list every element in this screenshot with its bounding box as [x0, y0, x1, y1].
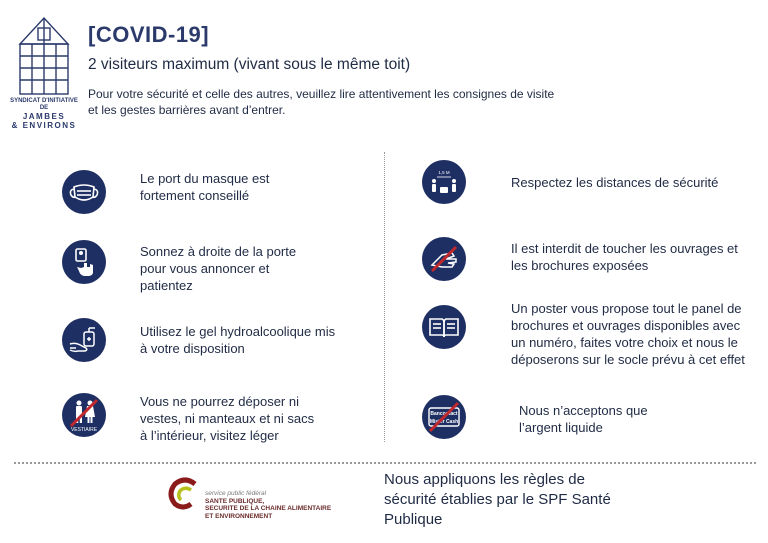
page-title: [COVID-19]: [88, 22, 210, 47]
intro-text: Pour votre sécurité et celle des autres, veuillez lire attentivement les consignes de visite et les gestes barrières avant d’entrer.: [88, 87, 555, 117]
page-subtitle: 2 visiteurs maximum (vivant sous le même toit): [88, 56, 411, 73]
cloakroom-icon-label: VESTIAIRE: [70, 427, 98, 433]
no-cash-card-icon: [422, 395, 466, 439]
rule-poster-text: Un poster vous propose tout le panel de brochures et ouvrages disponibles avec un numéro, faites votre choix et nous le déposerons sur le socle prévu à cet effet: [511, 301, 745, 367]
logo-text: [8, 98, 80, 130]
spf-line-3: SECURITE DE LA CHAINE ALIMENTAIRE: [205, 505, 332, 512]
card-icon-label-1: Bancontact: [430, 411, 458, 417]
spf-line-2: SANTE PUBLIQUE,: [205, 497, 265, 505]
distance-icon-label: 1,5 M: [438, 170, 450, 175]
book-icon: [422, 305, 466, 349]
distance-icon: [422, 160, 466, 204]
logo-line-2: JAMBES: [22, 112, 66, 121]
rule-distance-text: Respectez les distances de sécurité: [511, 175, 719, 190]
doorbell-icon: [62, 240, 106, 284]
rule-no-touch-text: Il est interdit de toucher les ouvrages et les brochures exposées: [511, 241, 738, 273]
footer-text: Nous appliquons les règles de sécurité établies par le SPF Santé Publique: [384, 471, 611, 528]
no-cloakroom-icon: [62, 393, 106, 437]
rule-mask-text: Le port du masque est fortement conseillé: [140, 171, 270, 203]
spf-logo: [165, 474, 205, 514]
spf-swirl-icon: [165, 474, 205, 514]
spf-line-1: service public fédéral: [205, 490, 267, 497]
logo-line-3: & ENVIRONS: [11, 121, 77, 130]
rule-doorbell-text: Sonnez à droite de la porte pour vous annoncer et patientez: [140, 244, 297, 293]
footer-divider: [14, 462, 756, 464]
logo: [14, 14, 74, 98]
building-logo-icon: [14, 14, 74, 98]
spf-text: [205, 490, 331, 520]
rule-cash-text: Nous n’acceptons que l’argent liquide: [519, 403, 648, 435]
rule-gel-text: Utilisez le gel hydroalcoolique mis à votre disposition: [140, 324, 336, 356]
column-divider: [384, 152, 385, 442]
spf-line-4: ET ENVIRONNEMENT: [205, 512, 273, 520]
hand-gel-icon: [62, 318, 106, 362]
mask-icon: [62, 170, 106, 214]
no-touch-icon: [422, 237, 466, 281]
logo-line-1: SYNDICAT D'INITIATIVE DE: [10, 98, 78, 111]
card-icon-label-2: Mister Cash: [429, 419, 459, 425]
rule-cloakroom-text: Vous ne pourrez déposer ni vestes, ni manteaux et ni sacs à l’intérieur, visitez léger: [140, 394, 315, 443]
